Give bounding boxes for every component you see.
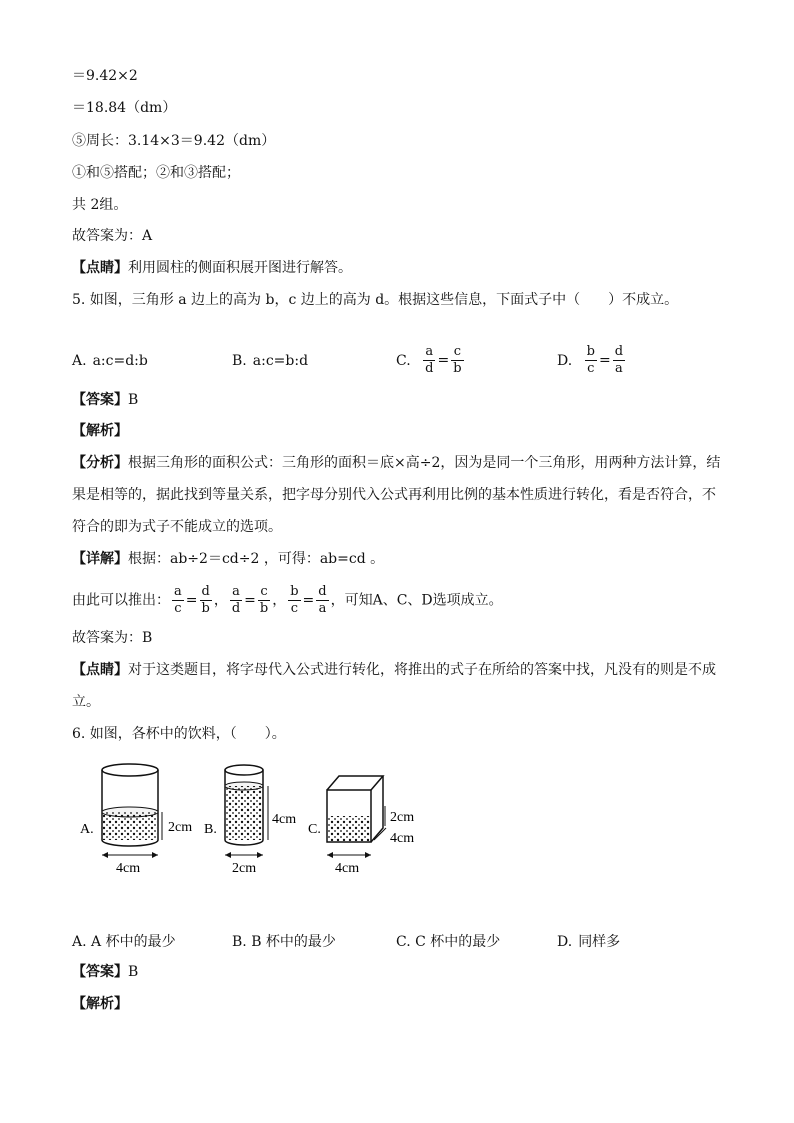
option-label: B. bbox=[232, 353, 247, 369]
fenxi-tag: 【分析】 bbox=[72, 455, 128, 471]
q5-fenxi-2: 果是相等的，据此找到等量关系，把字母分别代入公式再利用比例的基本性质进行转化，看是否符合，不 bbox=[72, 487, 716, 503]
cup-a-label: A. bbox=[80, 822, 94, 837]
cup-c-box-icon bbox=[327, 776, 386, 858]
pairing-line: ①和⑤搭配；②和③搭配； bbox=[72, 165, 240, 181]
option-label: A. bbox=[72, 353, 87, 369]
dianjing-tag: 【点睛】 bbox=[72, 260, 128, 276]
cup-a-cylinder-icon bbox=[102, 764, 162, 858]
group-count-line: 共 2组。 bbox=[72, 197, 128, 213]
option-text: a:c=d:b bbox=[92, 353, 148, 369]
answer-value: B bbox=[128, 964, 139, 980]
fraction: $\frac{b}{c}$ bbox=[586, 344, 595, 376]
calc-line-1: ＝9.42×2 bbox=[72, 68, 138, 84]
cup-c-height: 2cm bbox=[390, 810, 415, 825]
q5-deduction: 由此可以推出： $\frac{a}{c}$ = $\frac{d}{b}$ ， $\frac{a}{d}$ = $\frac{c}{b}$ ， $\frac{b}{c}$ = $\frac{d}{a}$ ，可知A、C、D选项成立。 bbox=[72, 584, 503, 616]
answer-tag: 【答案】 bbox=[72, 392, 128, 408]
fraction: $\frac{d}{a}$ bbox=[614, 344, 624, 376]
calc-line-2: ＝18.84（dm） bbox=[72, 100, 177, 116]
q6-stem: 6. 如图，各杯中的饮料，（ ）。 bbox=[72, 726, 286, 742]
q5-dianjing-2: 立。 bbox=[72, 694, 100, 710]
cup-a-width: 4cm bbox=[116, 861, 141, 876]
dianjing-text: 利用圆柱的侧面积展开图进行解答。 bbox=[128, 260, 352, 276]
cup-c-depth: 4cm bbox=[390, 831, 415, 846]
cup-b-cylinder-icon bbox=[225, 765, 268, 858]
q5-stem: 5. 如图，三角形 a 边上的高为 b，c 边上的高为 d。根据这些信息，下面式子中（ ）不成立。 bbox=[72, 292, 679, 308]
cup-c-width: 4cm bbox=[335, 861, 360, 876]
q6-option-a: A. A 杯中的最少 bbox=[72, 934, 176, 950]
answer-line-q4: 故答案为：A bbox=[72, 228, 153, 244]
q5-analysis-tag: 【解析】 bbox=[72, 423, 128, 439]
dianjing-q4 bbox=[72, 258, 352, 278]
q5-option-c: C. $\frac{a}{d}$ = $\frac{c}{b}$ bbox=[396, 344, 462, 376]
q5-fenxi-3: 符合的即为式子不能成立的选项。 bbox=[72, 519, 282, 535]
answer-tag: 【答案】 bbox=[72, 964, 128, 980]
option-label: D. bbox=[557, 352, 573, 369]
answer-value: B bbox=[128, 392, 139, 408]
fraction: $\frac{a}{d}$ bbox=[425, 344, 434, 376]
q5-fenxi-1: 【分析】根据三角形的面积公式：三角形的面积＝底×高÷2，因为是同一个三角形，用两种方法计算，结 bbox=[72, 455, 721, 471]
option-label: C. bbox=[396, 352, 411, 369]
xiangjie-tag: 【详解】 bbox=[72, 551, 128, 567]
cup-b-height: 4cm bbox=[272, 812, 297, 827]
cups-figure bbox=[72, 760, 452, 880]
q5-option-b bbox=[232, 353, 308, 369]
q6-option-c: C. C 杯中的最少 bbox=[396, 934, 501, 950]
q5-dianjing-1: 【点睛】对于这类题目，将字母代入公式进行转化，将推出的式子在所给的答案中找，凡没有的则是不成 bbox=[72, 662, 716, 678]
q5-option-a bbox=[72, 353, 148, 369]
dianjing-tag: 【点睛】 bbox=[72, 662, 128, 678]
cup-b-width: 2cm bbox=[232, 861, 257, 876]
q6-option-d: D. 同样多 bbox=[557, 934, 621, 950]
q5-answer bbox=[72, 390, 138, 410]
q5-final-answer: 故答案为：B bbox=[72, 630, 153, 646]
q5-option-d: D. $\frac{b}{c}$ = $\frac{d}{a}$ bbox=[557, 344, 624, 376]
q6-analysis-tag: 【解析】 bbox=[72, 996, 128, 1012]
q6-option-b: B. B 杯中的最少 bbox=[232, 934, 336, 950]
q6-answer bbox=[72, 962, 138, 982]
fraction: $\frac{c}{b}$ bbox=[453, 344, 462, 376]
cup-b-label: B. bbox=[204, 822, 217, 837]
cup-c-label: C. bbox=[308, 822, 321, 837]
calc-line-3: ⑤周长：3.14×3＝9.42（dm） bbox=[72, 133, 276, 149]
option-text: a:c=b:d bbox=[252, 353, 309, 369]
cup-a-height: 2cm bbox=[168, 820, 193, 835]
q5-xiangjie: 【详解】根据：ab÷2＝cd÷2 ，可得：ab=cd 。 bbox=[72, 551, 385, 567]
